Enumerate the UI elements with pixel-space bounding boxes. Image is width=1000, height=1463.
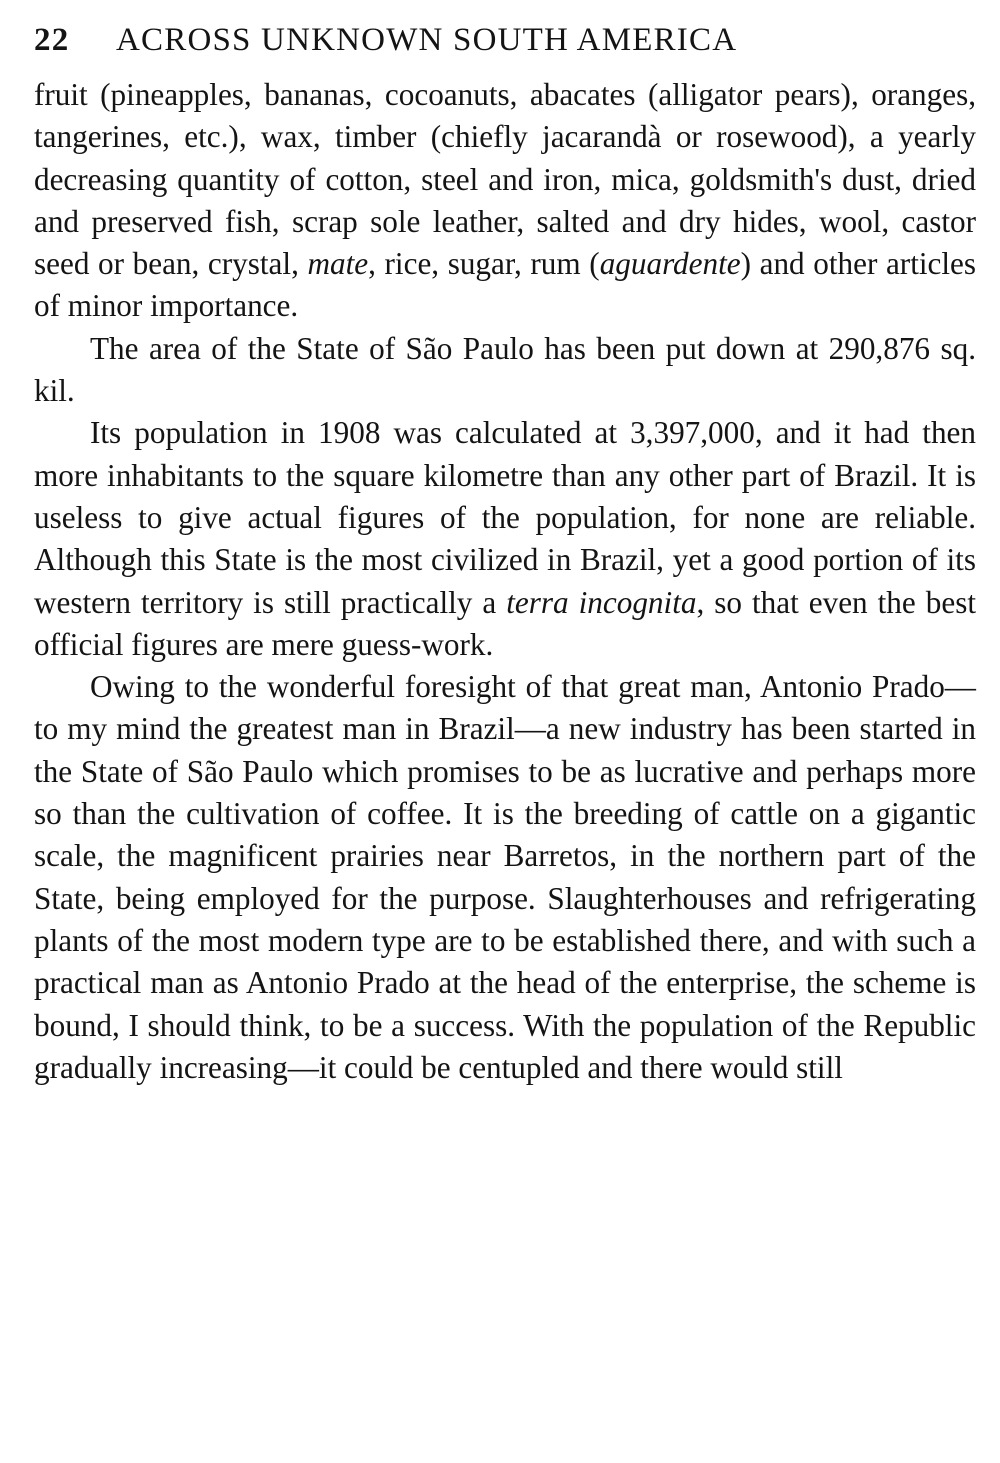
paragraph-area: The area of the State of São Paulo has been put down at 290,876 sq. kil. bbox=[34, 330, 976, 409]
text-segment: fruit (pineapples, bananas, cocoanuts, abacates (alligator pears), oranges, tangerines, etc.), wax, timber (chiefly jacarandà or rosewood), a yearly decreasing quantity of cotton, steel and iron, mica, goldsmith's dust, dried and preserved fish, scrap sole leather, salted and dry hides, wool, castor seed or bean, crystal, bbox=[34, 77, 976, 282]
text-segment: Its population in 1908 was calculated at 3,397,000, and it had then more inhabitants to the square kilometre than any other part of Brazil. It is useless to give actual figures of the population, for none are reliable. Although this State is the most civilized in Brazil, yet a good portion of its western territory is still practically a bbox=[34, 415, 976, 620]
italic-term-terra-incognita: terra incognita bbox=[506, 584, 697, 620]
text-segment: , so that even the best official figures are mere guess-work. bbox=[34, 584, 976, 662]
running-title: ACROSS UNKNOWN SOUTH AMERICA bbox=[116, 22, 738, 58]
running-head bbox=[34, 22, 976, 74]
italic-term-mate: mate bbox=[307, 246, 369, 282]
body-text bbox=[34, 74, 976, 1089]
page-number: 22 bbox=[34, 22, 70, 58]
text-segment: ) and other articles of minor importance. bbox=[34, 246, 977, 324]
book-page bbox=[34, 22, 976, 1089]
paragraph-exports-continued bbox=[34, 74, 976, 328]
text-segment: , rice, sugar, rum ( bbox=[368, 246, 600, 282]
paragraph-population bbox=[34, 412, 976, 666]
italic-term-aguardente: aguardente bbox=[599, 246, 741, 282]
paragraph-cattle-industry: Owing to the wonderful foresight of that great man, Antonio Prado—to my mind the greatest man in Brazil—a new industry has been started in the State of São Paulo which promises to be as lucrative and perhaps more so than the cultivation of coffee. It is the breeding of cattle on a gigantic scale, the magnificent prairies near Barretos, in the northern part of the State, being employed for the purpose. Slaughterhouses and refrigerating plants of the most modern type are to be established there, and with such a practical man as Antonio Prado at the head of the enterprise, the scheme is bound, I should think, to be a success. With the population of the Republic gradually increasing—it could be centupled and there would still bbox=[34, 669, 976, 1085]
